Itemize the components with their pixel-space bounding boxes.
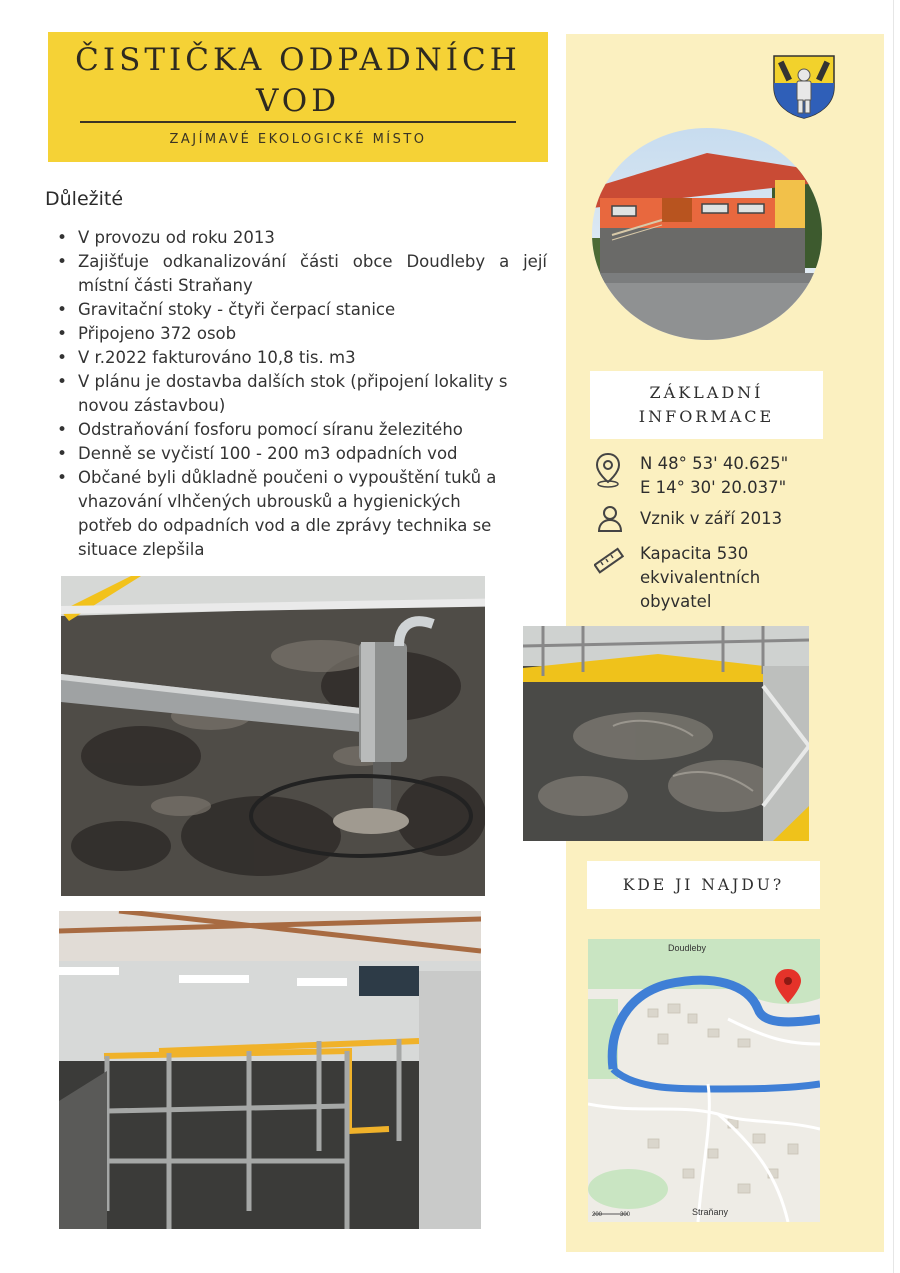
map-label-stranany: Straňany <box>692 1207 729 1217</box>
location-pin-icon <box>594 452 622 488</box>
basic-info-heading-line-2: INFORMACE <box>638 407 775 426</box>
important-list <box>55 226 547 562</box>
aeration-pipe-photo <box>61 576 485 896</box>
page-edge <box>893 0 894 1273</box>
map-graphic <box>588 939 820 1222</box>
gps-longitude: E 14° 30' 20.037" <box>640 478 787 497</box>
founded-text: Vznik v září 2013 <box>640 509 783 528</box>
list-item: • V plánu je dostavba dalších stok (připojení lokality s novou zástavbou) <box>55 370 547 418</box>
capacity-line-2: ekvivalentních <box>640 568 761 587</box>
list-item: • Připojeno 372 osob <box>55 322 547 346</box>
list-item: • Gravitační stoky - čtyři čerpací stanice <box>55 298 547 322</box>
important-heading: Důležité <box>45 188 124 210</box>
founded-row <box>594 505 824 535</box>
basic-info-heading-line-1: ZÁKLADNÍ <box>649 383 764 402</box>
title-line-2: VOD <box>255 83 341 119</box>
map-label-doudleby: Doudleby <box>668 943 707 953</box>
list-item: • Odstraňování fosforu pomocí síranu železitého <box>55 418 547 442</box>
tank-hall-photo <box>59 911 481 1229</box>
capacity-row <box>594 540 824 615</box>
basic-info-heading <box>590 371 823 439</box>
settling-tank-photo <box>523 626 809 841</box>
list-item: • V r.2022 fakturováno 10,8 tis. m3 <box>55 346 547 370</box>
gps-latitude: N 48° 53' 40.625" <box>640 454 789 473</box>
capacity-line-1: Kapacita 530 <box>640 544 749 563</box>
list-item: • Občané byli důkladně poučeni o vypouštění tuků a vhazování vlhčených ubrousků a hygienických potřeb do odpadních vod a dle zprávy technika se situace zlepšila <box>55 466 547 562</box>
list-item: • Denně se vyčistí 100 - 200 m3 odpadních vod <box>55 442 547 466</box>
where-heading: KDE JI NAJDU? <box>587 861 820 909</box>
coat-of-arms-icon <box>770 53 838 119</box>
person-icon <box>596 505 624 533</box>
map-scale-300: 300 <box>620 1212 631 1218</box>
title-divider <box>80 121 516 123</box>
list-item: • Zajišťuje odkanalizování části obce Doudleby a její místní části Straňany <box>55 250 547 298</box>
gps-row <box>594 452 824 502</box>
map-scale-200: 200 <box>592 1212 603 1218</box>
page-title <box>48 40 548 122</box>
capacity-line-3: obyvatel <box>640 592 712 611</box>
location-map[interactable] <box>588 939 820 1222</box>
list-item: • V provozu od roku 2013 <box>55 226 547 250</box>
treatment-plant-building-photo <box>592 128 822 340</box>
ruler-icon <box>594 546 624 576</box>
title-banner <box>48 32 548 162</box>
title-line-1: ČISTIČKA ODPADNÍCH <box>75 42 521 78</box>
page-subtitle: ZAJÍMAVÉ EKOLOGICKÉ MÍSTO <box>169 132 427 147</box>
